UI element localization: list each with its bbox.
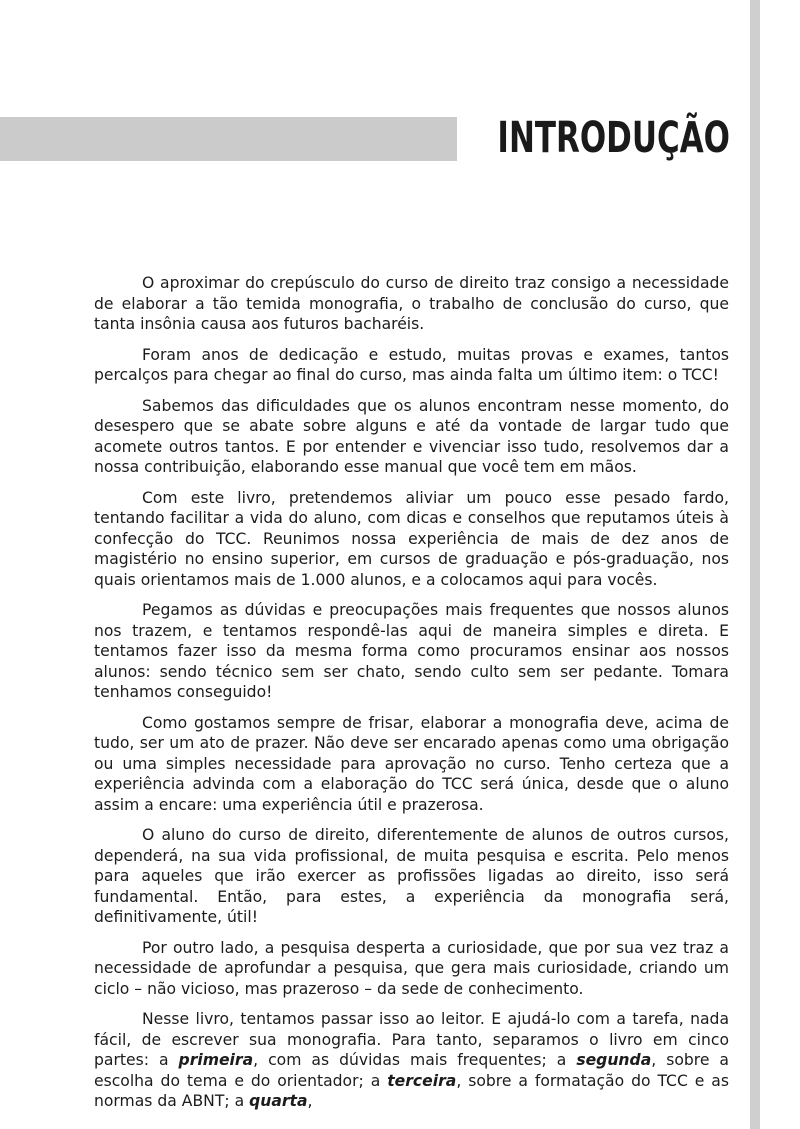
paragraph: Pegamos as dúvidas e preocupações mais frequentes que nossos alunos nos trazem, e tentamos respondê-las aqui de maneira simples e direta. E tentamos fazer isso da mesma forma como procuramos ensinar aos nossos alunos: sendo técnico sem ser chato, sendo culto sem ser pedante. Tomara tenhamos conseguido! (94, 601, 729, 701)
emphasis-fourth: quarta (249, 1092, 308, 1110)
body-text (94, 273, 729, 1122)
last-paragraph-text: , com as dúvidas mais frequentes; a (253, 1051, 577, 1069)
last-paragraph-intro: Nesse livro, tentamos passar isso ao leitor. E ajudá-lo com a tarefa, nada fácil, de escrever sua monografia. Para tanto, separamos o livro em cinco partes: a (94, 1010, 729, 1069)
last-paragraph-text: , sobre a formatação do TCC e as normas da ABNT; a (94, 1071, 729, 1110)
paragraph: O aproximar do crepúsculo do curso de direito traz consigo a necessidade de elaborar a tão temida monografia, o trabalho de conclusão do curso, que tanta insônia causa aos futuros bacharéis. (94, 274, 729, 333)
paragraph: O aluno do curso de direito, diferentemente de alunos de outros cursos, dependerá, na sua vida profissional, de muita pesquisa e escrita. Pelo menos para aqueles que irão exercer as profissões ligadas ao direito, isso será fundamental. Então, para estes, a experiência da monografia será, definitivamente, útil! (94, 826, 729, 926)
last-paragraph (94, 1009, 729, 1112)
paragraph: Por outro lado, a pesquisa desperta a curiosidade, que por sua vez traz a necessidade de aprofundar a pesquisa, que gera mais curiosidade, criando um ciclo – não vicioso, mas prazeroso – da sede de conhecimento. (94, 938, 729, 998)
paragraph: Com este livro, pretendemos aliviar um pouco esse pesado fardo, tentando facilitar a vida do aluno, com dicas e conselhos que reputamos úteis à confecção do TCC. Reunimos nossa experiência de mais de dez anos de magistério no ensino superior, em cursos de graduação e pós-graduação, nos quais orientamos mais de 1.000 alunos, e a colocamos aqui para vocês. (94, 488, 729, 589)
side-stripe (750, 0, 760, 1129)
emphasis-first: primeira (178, 1051, 254, 1069)
paragraph: Sabemos das dificuldades que os alunos encontram nesse momento, do desespero que se abate sobre alguns e até da vontade de largar tudo que acomete outros tantos. E por entender e vivenciar isso tudo, resolvemos dar a nossa contribuição, elaborando esse manual que você tem em mãos. (94, 396, 729, 476)
paragraph: Foram anos de dedicação e estudo, muitas provas e exames, tantos percalços para chegar ao final do curso, mas ainda falta um último item: o TCC! (94, 345, 729, 384)
emphasis-third: terceira (387, 1071, 457, 1090)
header-bar (0, 117, 457, 161)
chapter-title: INTRODUÇÃO (497, 113, 730, 163)
paragraph: Como gostamos sempre de frisar, elaborar a monografia deve, acima de tudo, ser um ato de prazer. Não deve ser encarado apenas como uma obrigação ou uma simples necessidade para aprovação no curso. Tenho certeza que a experiência advinda com a elaboração do TCC será única, desde que o aluno assim a encare: uma experiência útil e prazerosa. (94, 713, 729, 814)
emphasis-second: segunda (576, 1051, 652, 1069)
last-paragraph-text: , sobre a escolha do tema e do orientador; a (94, 1051, 729, 1090)
last-paragraph-text: , (307, 1092, 313, 1110)
